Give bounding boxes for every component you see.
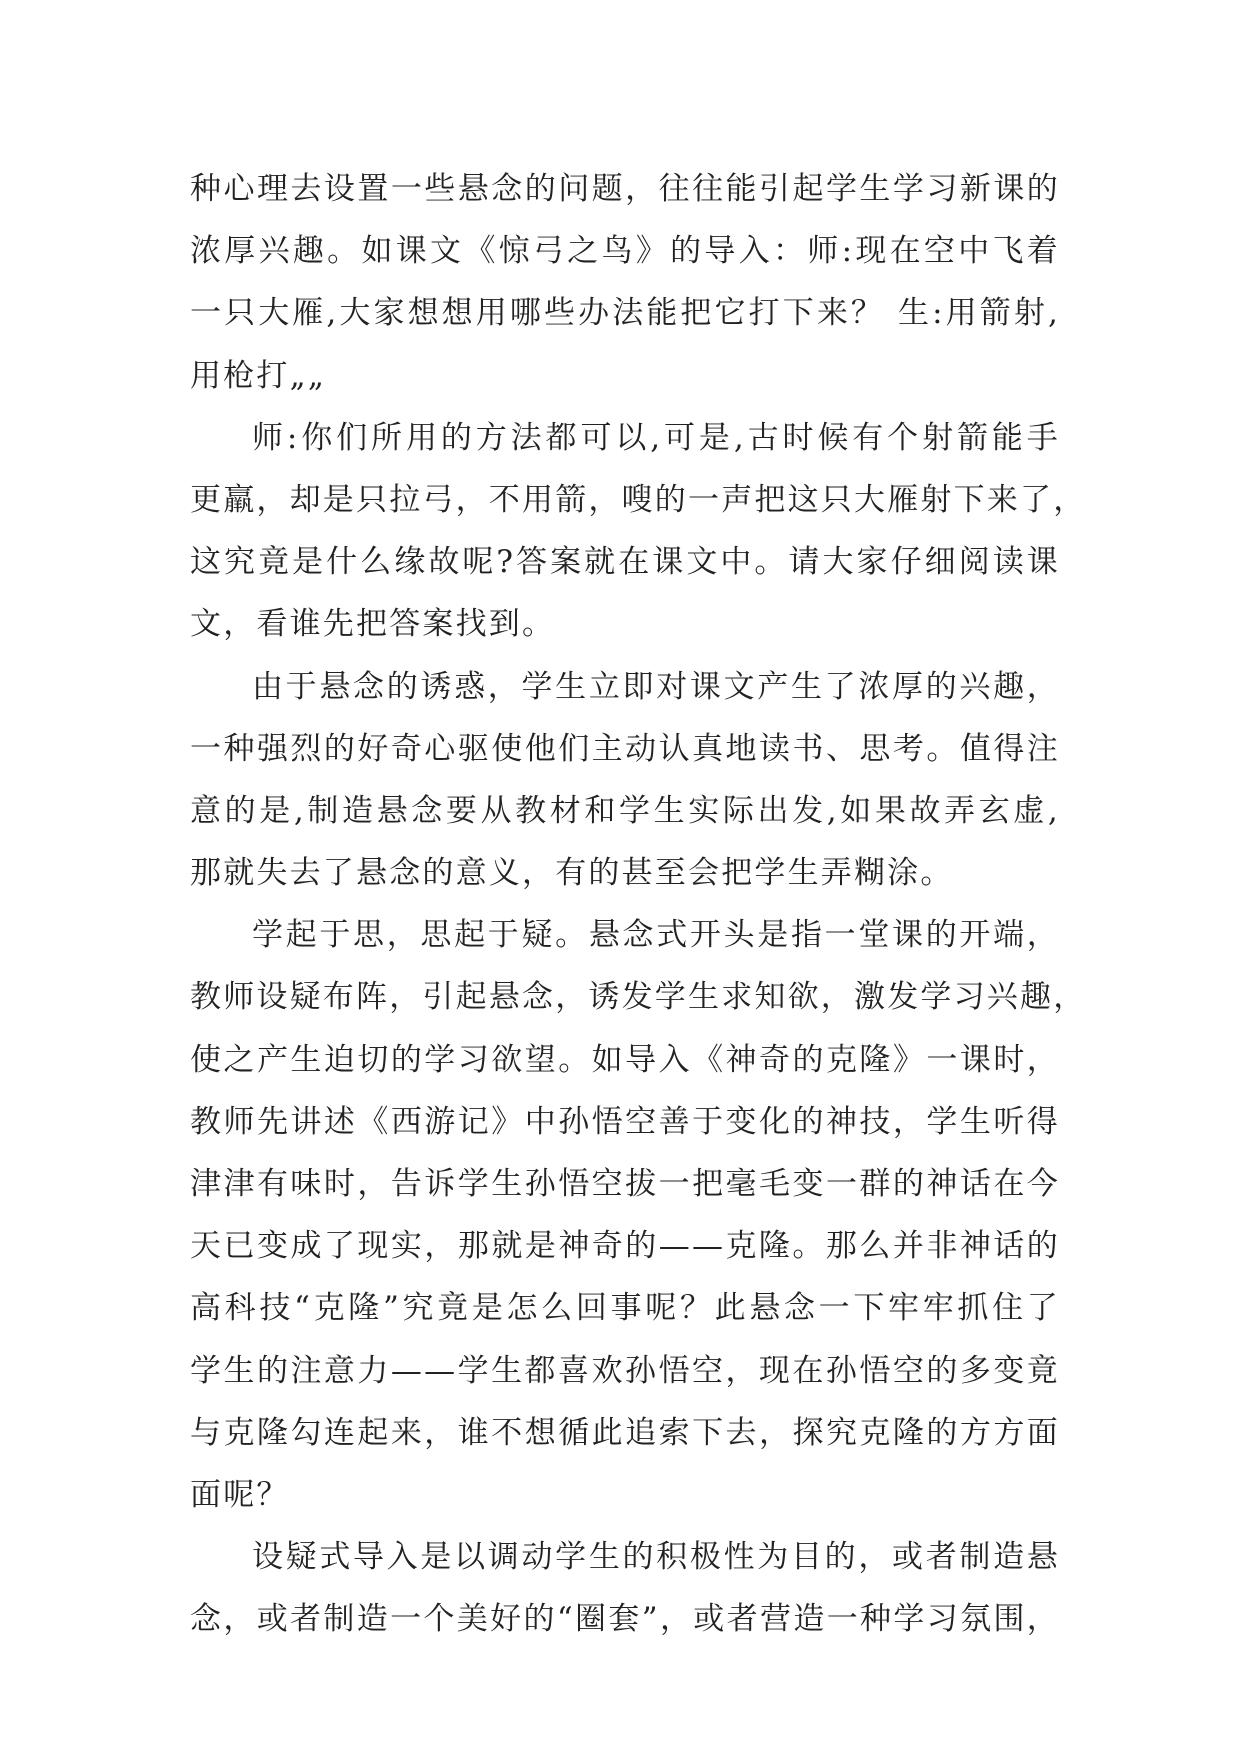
text-line: 使之产生迫切的学习欲望。如导入《神奇的克隆》一课时，	[190, 1041, 1060, 1078]
text-line: 面呢？	[190, 1476, 290, 1513]
text-line: 天已变成了现实，那就是神奇的——克隆。那么并非神话的	[190, 1228, 1060, 1265]
text-line: 念，或者制造一个美好的“圈套”，或者营造一种学习氛围，	[190, 1601, 1060, 1638]
text-line: 教师设疑布阵，引起悬念，诱发学生求知欲，激发学习兴趣，	[190, 979, 1087, 1016]
text-line: 这究竟是什么缘故呢?答案就在课文中。请大家仔细阅读课	[190, 544, 1060, 581]
text-line: 由于悬念的诱惑，学生立即对课文产生了浓厚的兴趣，	[252, 668, 1060, 705]
text-line: 师:你们所用的方法都可以,可是,古时候有个射箭能手	[252, 419, 1060, 456]
text-line: 种心理去设置一些悬念的问题，往往能引起学生学习新课的	[190, 171, 1060, 207]
text-line: 用枪打„„	[190, 357, 327, 394]
text-line: 一种强烈的好奇心驱使他们主动认真地读书、思考。值得注	[190, 730, 1060, 767]
text-line: 学起于思，思起于疑。悬念式开头是指一堂课的开端，	[252, 917, 1060, 954]
text-line: 津津有味时，告诉学生孙悟空拔一把毫毛变一群的神话在今	[190, 1166, 1060, 1202]
text-line: 教师先讲述《西游记》中孙悟空善于变化的神技，学生听得	[190, 1103, 1060, 1140]
text-line: 设疑式导入是以调动学生的积极性为目的，或者制造悬	[252, 1539, 1060, 1576]
text-line: 文，看谁先把答案找到。	[190, 606, 556, 643]
text-line: 一只大雁,大家想想用哪些办法能把它打下来？ 生:用箭射,	[190, 295, 1060, 332]
text-line: 学生的注意力——学生都喜欢孙悟空，现在孙悟空的多变竟	[190, 1352, 1060, 1389]
body-text	[190, 158, 1087, 1651]
text-line: 意的是,制造悬念要从教材和学生实际出发,如果故弄玄虚,	[190, 792, 1060, 829]
text-line: 高科技“克隆”究竟是怎么回事呢？此悬念一下牢牢抓住了	[190, 1290, 1060, 1327]
text-line: 浓厚兴趣。如课文《惊弓之鸟》的导入：师:现在空中飞着	[190, 233, 1060, 270]
text-line: 更羸，却是只拉弓，不用箭，嗖的一声把这只大雁射下来了，	[190, 481, 1087, 518]
text-line: 与克隆勾连起来，谁不想循此追索下去，探究克隆的方方面	[190, 1414, 1060, 1451]
text-line: 那就失去了悬念的意义，有的甚至会把学生弄糊涂。	[190, 855, 954, 892]
